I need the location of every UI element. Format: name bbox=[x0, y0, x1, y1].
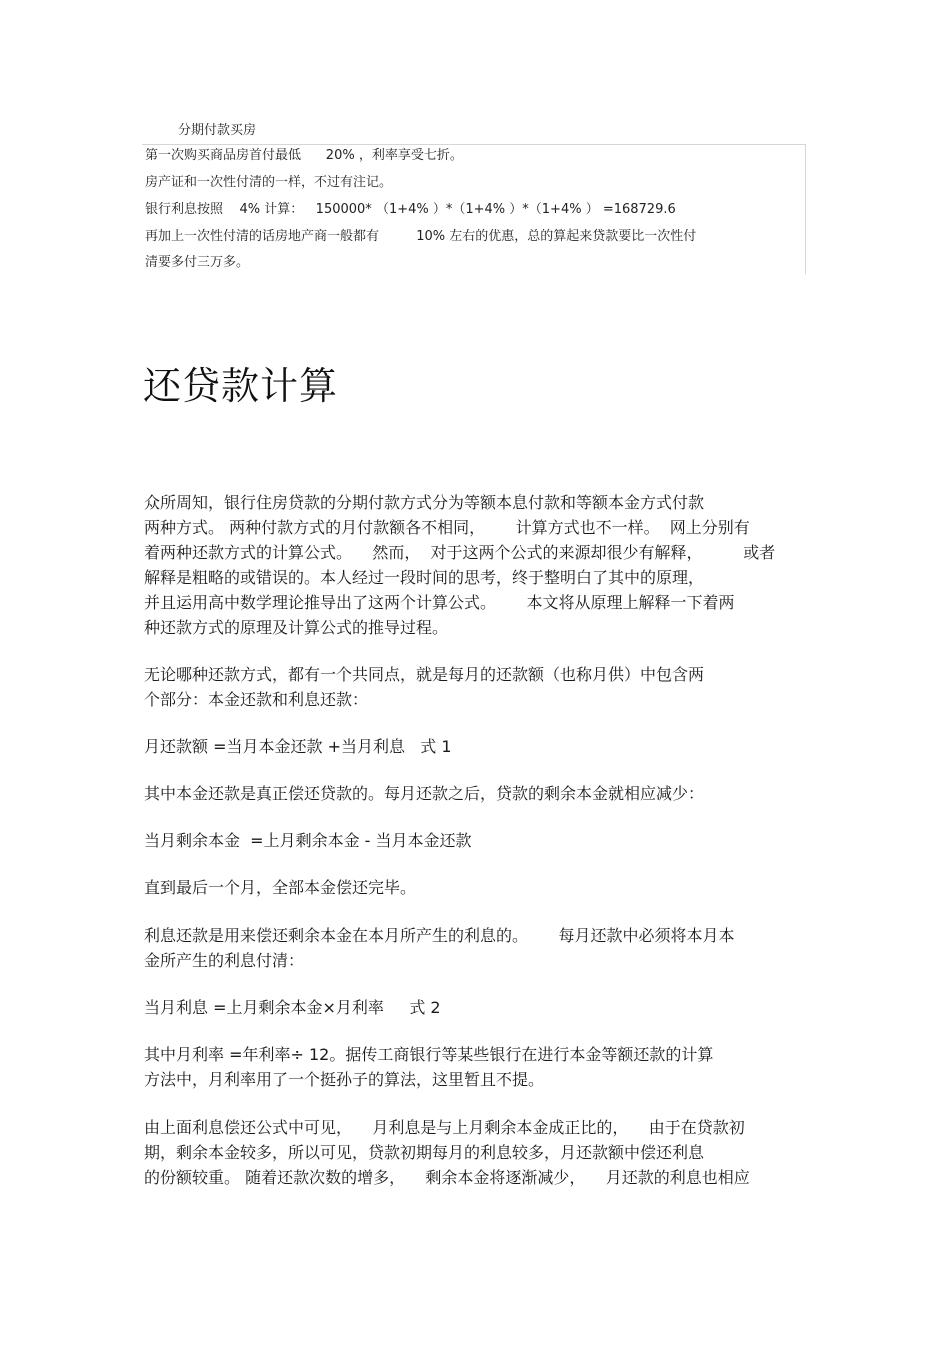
note-line: 第一次购买商品房首付最低 20% ，利率享受七折。 bbox=[145, 148, 463, 163]
note-line: 房产证和一次性付清的一样，不过有注记。 bbox=[145, 175, 393, 190]
paragraph-line: 众所周知，银行住房贷款的分期付款方式分为等额本息付款和等额本金方式付款 bbox=[144, 493, 705, 512]
paragraph-line: 并且运用高中数学理论推导出了这两个计算公式。 本文将从原理上解释一下着两 bbox=[144, 593, 735, 612]
note-line: 银行利息按照 4% 计算： 150000* （1+4% ）*（1+4% ）*（1+4% ） =168729.6 bbox=[145, 202, 676, 217]
paragraph-line: 的份额较重。 随着还款次数的增多， 剩余本金将逐渐减少， 月还款的利息也相应 bbox=[144, 1168, 750, 1187]
paragraph-line: 着两种还款方式的计算公式。 然而， 对于这两个公式的来源却很少有解释， 或者 bbox=[144, 543, 776, 562]
formula-line: 当月剩余本金 =上月剩余本金 - 当月本金还款 bbox=[144, 831, 472, 850]
note-line: 再加上一次性付清的话房地产商一般都有 10% 左右的优惠，总的算起来贷款要比一次性付 bbox=[145, 229, 697, 244]
formula-line: 月还款额 =当月本金还款 +当月利息 式 1 bbox=[144, 737, 452, 756]
paragraph-line: 直到最后一个月，全部本金偿还完毕。 bbox=[144, 878, 417, 897]
paragraph-line: 个部分：本金还款和利息还款： bbox=[144, 690, 369, 709]
paragraph-line: 种还款方式的原理及计算公式的推导过程。 bbox=[144, 618, 449, 637]
section-title: 分期付款买房 bbox=[178, 123, 257, 138]
page-heading: 还贷款计算 bbox=[143, 364, 339, 408]
formula-line: 当月利息 =上月剩余本金×月利率 式 2 bbox=[144, 998, 441, 1017]
paragraph-line: 金所产生的利息付清： bbox=[144, 951, 305, 970]
paragraph-line: 其中月利率 =年利率÷ 12。据传工商银行等某些银行在进行本金等额还款的计算 bbox=[144, 1045, 714, 1064]
paragraph-line: 解释是粗略的或错误的。本人经过一段时间的思考，终于整明白了其中的原理， bbox=[144, 568, 705, 587]
note-line: 清要多付三万多。 bbox=[145, 255, 250, 270]
paragraph-line: 无论哪种还款方式，都有一个共同点，就是每月的还款额（也称月供）中包含两 bbox=[144, 665, 705, 684]
paragraph-line: 利息还款是用来偿还剩余本金在本月所产生的利息的。 每月还款中必须将本月本 bbox=[144, 926, 735, 945]
paragraph-line: 期，剩余本金较多，所以可见，贷款初期每月的利息较多，月还款额中偿还利息 bbox=[144, 1143, 705, 1162]
paragraph-line: 由上面利息偿还公式中可见， 月利息是与上月剩余本金成正比的， 由于在贷款初 bbox=[144, 1118, 745, 1137]
paragraph-line: 其中本金还款是真正偿还贷款的。每月还款之后，贷款的剩余本金就相应减少： bbox=[144, 784, 705, 803]
paragraph-line: 两种方式。 两种付款方式的月付款额各不相同， 计算方式也不一样。 网上分别有 bbox=[144, 518, 750, 537]
paragraph-line: 方法中，月利率用了一个挺孙子的算法，这里暂且不提。 bbox=[144, 1070, 545, 1089]
